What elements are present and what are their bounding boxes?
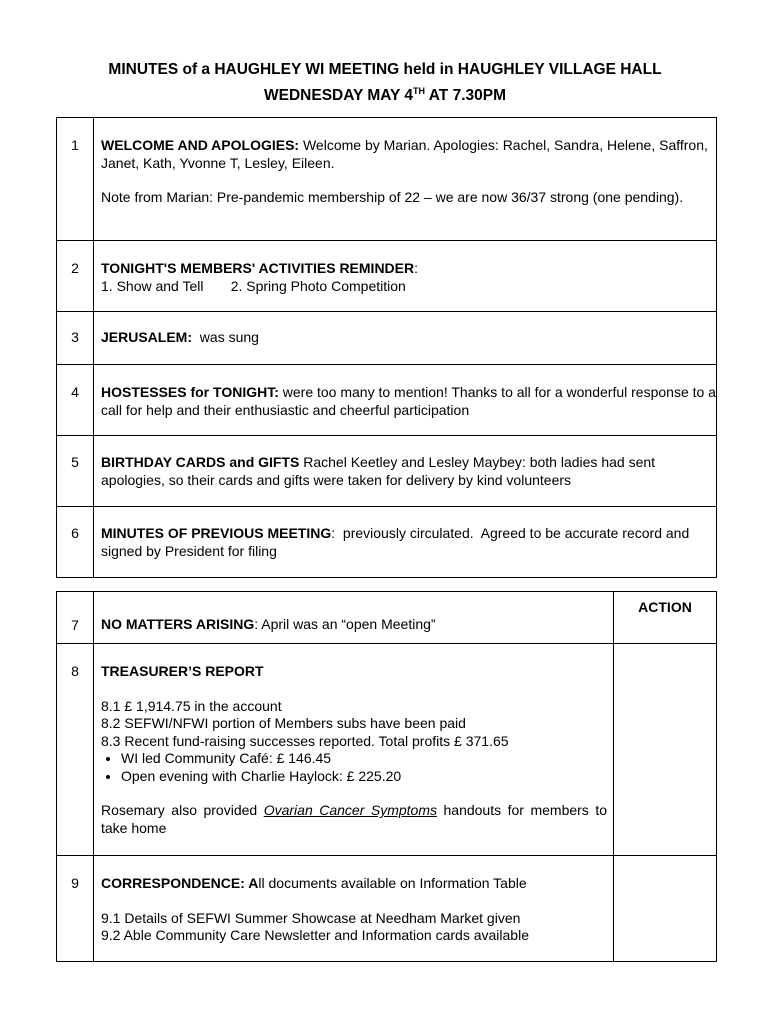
profit-list	[101, 750, 613, 785]
item-number: 1	[57, 118, 94, 241]
title-date-suffix: TH	[413, 86, 426, 96]
item-heading: MINUTES OF PREVIOUS MEETING	[101, 525, 332, 541]
item-text: was sung	[192, 329, 259, 345]
rosemary-text: Rosemary also provided	[101, 802, 264, 818]
action-header: ACTION	[614, 592, 717, 644]
item-note: Note from Marian: Pre-pandemic membership of 22 – we are now 36/37 strong (one pending).	[101, 189, 684, 205]
table-row	[57, 644, 717, 856]
item-text: Welcome by Marian. Apologies: Rachel, Sandra, Helene, Saffron, Janet, Kath, Yvonne T, Lesley, Eileen.	[101, 137, 708, 171]
item-number: 2	[57, 241, 94, 312]
item-content	[94, 644, 614, 856]
item-content	[94, 592, 614, 644]
table-row	[57, 241, 717, 312]
item-heading: NO MATTERS ARISING	[101, 615, 255, 632]
item-number: 4	[57, 365, 94, 436]
handout-title: Ovarian Cancer Symptoms	[263, 802, 437, 818]
table-row	[57, 118, 717, 241]
item-number: 3	[57, 312, 94, 365]
table-row	[57, 592, 717, 644]
item-text: : April was an “open Meeting”	[254, 615, 436, 632]
item-heading: TONIGHT'S MEMBERS' ACTIVITIES REMINDER	[101, 260, 415, 276]
item-heading: WELCOME AND APOLOGIES:	[101, 137, 300, 153]
item-heading: HOSTESSES for TONIGHT:	[101, 384, 279, 400]
item-heading: CORRESPONDENCE: A	[101, 875, 259, 891]
item-text: :	[414, 260, 419, 276]
rosemary-note	[101, 802, 613, 837]
item-number: 7	[57, 592, 94, 644]
minutes-table-1	[56, 117, 717, 578]
title-date: WEDNESDAY MAY 4	[264, 87, 414, 105]
table-row	[57, 436, 717, 507]
list-item: • WI led Community Café: £ 146.45	[121, 750, 613, 768]
item-content	[94, 118, 717, 241]
item-heading: BIRTHDAY CARDS and GIFTS	[101, 454, 300, 470]
action-cell	[614, 856, 717, 962]
report-line: 8.2 SEFWI/NFWI portion of Members subs have been paid	[101, 715, 466, 731]
title-line-1: MINUTES of a HAUGHLEY WI MEETING held in HAUGHLEY VILLAGE HALL	[108, 61, 662, 78]
rosemary-text-end: handouts for members to take home	[101, 802, 607, 836]
item-number: 9	[57, 856, 94, 962]
item-number: 5	[57, 436, 94, 507]
item-content	[94, 507, 717, 578]
minutes-table-2	[56, 591, 717, 962]
title-line-2	[0, 86, 770, 105]
list-item: • Open evening with Charlie Haylock: £ 225.20	[121, 768, 613, 786]
table-row	[57, 507, 717, 578]
action-cell	[614, 644, 717, 856]
item-content	[94, 241, 717, 312]
item-heading: JERUSALEM:	[101, 329, 193, 345]
item-content	[94, 436, 717, 507]
report-line: 8.3 Recent fund-raising successes reported. Total profits £ 371.65	[101, 732, 509, 749]
item-text: were too many to mention! Thanks to all for a wonderful response to a call for help and their enthusiastic and cheerful participation	[101, 384, 716, 418]
item-number: 8	[57, 644, 94, 856]
item-content	[94, 312, 717, 365]
title-time: AT 7.30PM	[425, 87, 506, 105]
table-row	[57, 312, 717, 365]
item-text: : previously circulated. Agreed to be accurate record and signed by President for filing	[101, 525, 694, 559]
correspondence-line: 9.2 Able Community Care Newsletter and Information cards available	[101, 927, 529, 943]
item-content	[94, 365, 717, 436]
item-number: 6	[57, 507, 94, 578]
table-row	[57, 856, 717, 962]
item-line: 1. Show and Tell 2. Spring Photo Competition	[101, 277, 406, 294]
item-text: ll documents available on Information Table	[258, 875, 527, 891]
table-row	[57, 365, 717, 436]
correspondence-line: 9.1 Details of SEFWI Summer Showcase at Needham Market given	[101, 909, 521, 926]
item-text: Rachel Keetley and Lesley Maybey: both ladies had sent apologies, so their cards and gifts were taken for delivery by kind volunteers	[101, 454, 656, 488]
report-line: 8.1 £ 1,914.75 in the account	[101, 697, 282, 714]
item-content	[94, 856, 614, 962]
item-heading: TREASURER’S REPORT	[101, 663, 264, 679]
